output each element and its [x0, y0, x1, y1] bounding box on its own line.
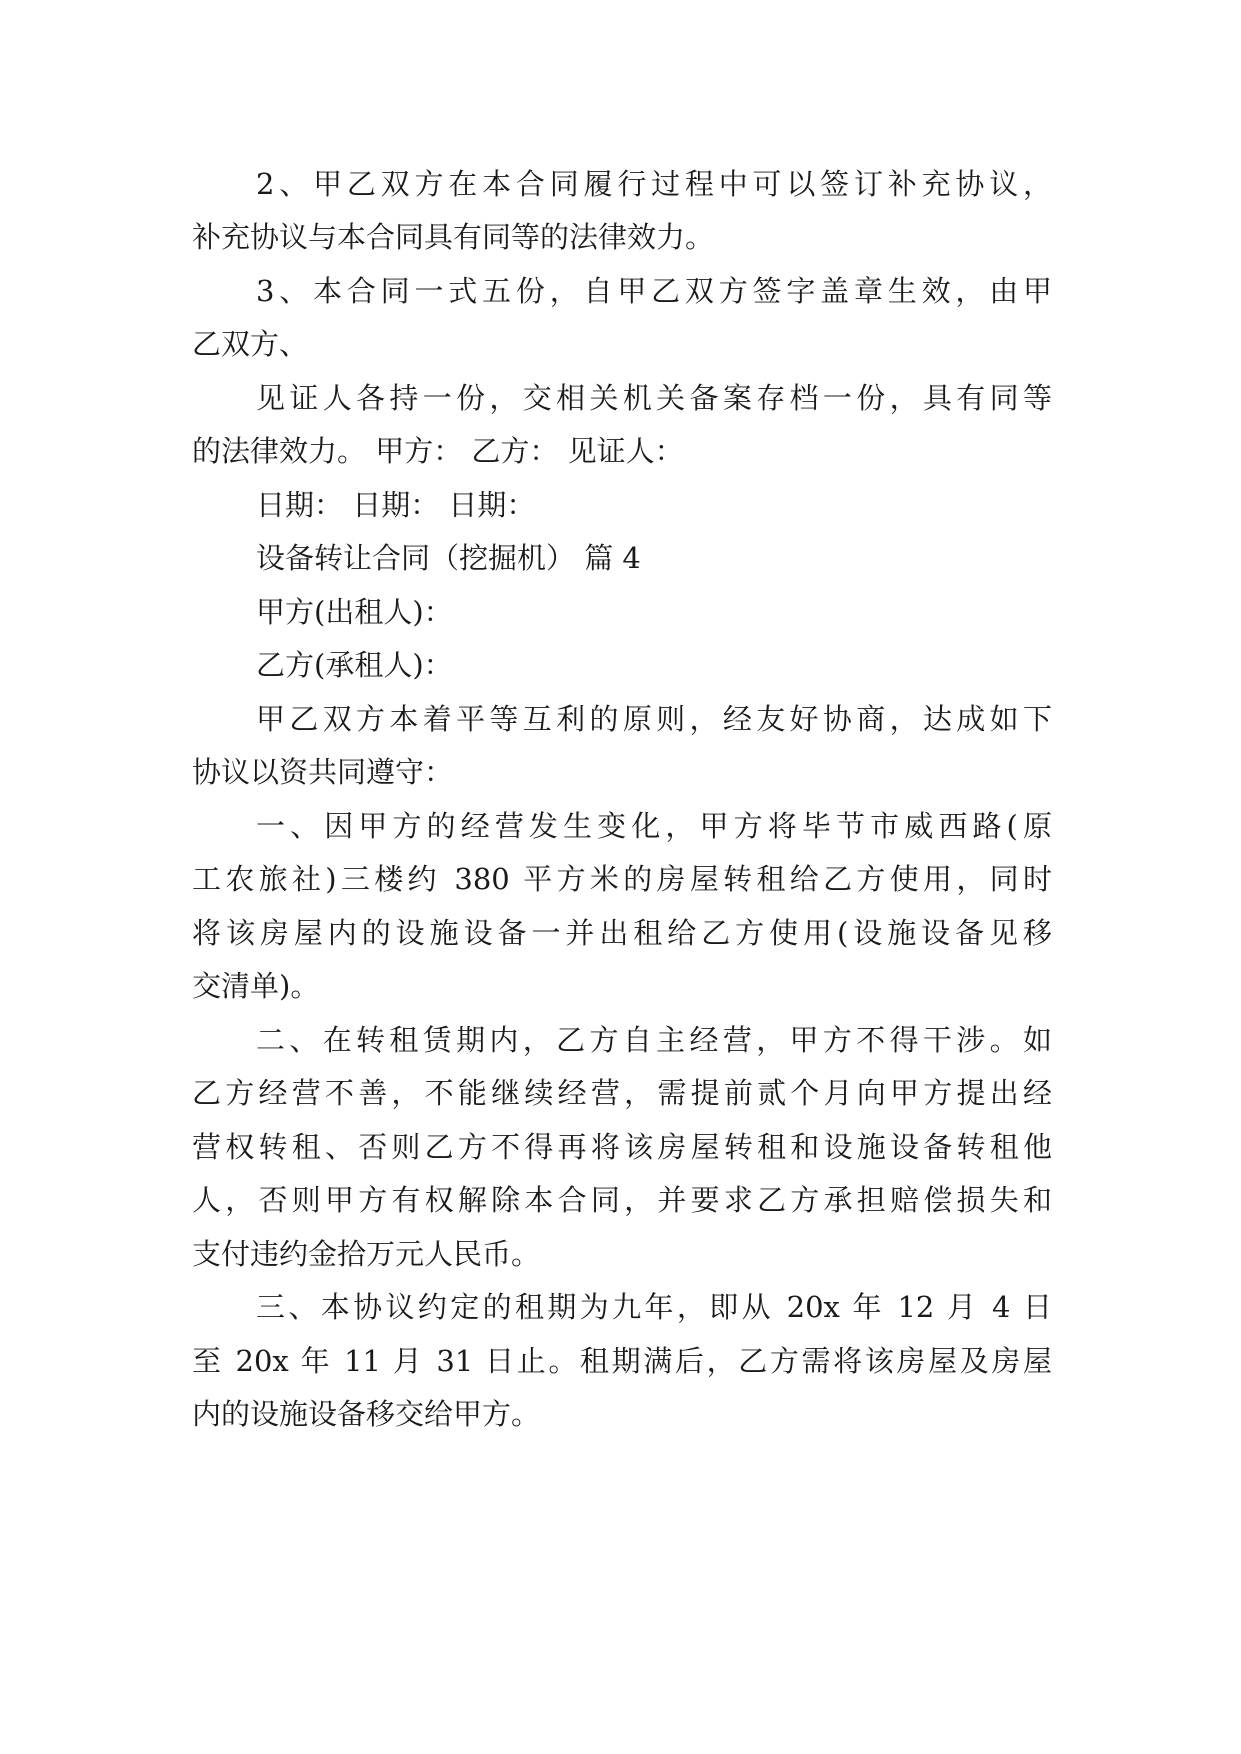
text-line: 工农旅社)三楼约 380 平方米的房屋转租给乙方使用，同时 [192, 862, 1052, 896]
text-line: 乙双方、 [192, 327, 309, 361]
section-heading: 设备转让合同（挖掘机） 篇 4 [256, 541, 641, 575]
text-line: 三、本协议约定的租期为九年，即从 20x 年 12 月 4 日 [256, 1290, 1052, 1324]
text-line: 协议以资共同遵守： [192, 755, 454, 789]
text-line: 乙方(承租人)： [256, 648, 453, 682]
text-line: 将该房屋内的设施设备一并出租给乙方使用(设施设备见移 [192, 916, 1052, 950]
text-line: 甲方(出租人)： [256, 595, 453, 629]
text-line: 支付违约金拾万元人民币。 [192, 1237, 541, 1271]
text-line: 见证人各持一份，交相关机关备案存档一份，具有同等 [256, 381, 1052, 415]
text-line: 补充协议与本合同具有同等的法律效力。 [192, 220, 715, 254]
text-line: 至 20x 年 11 月 31 日止。租期满后，乙方需将该房屋及房屋 [192, 1344, 1052, 1378]
text-line: 一、因甲方的经营发生变化，甲方将毕节市威西路(原 [256, 809, 1052, 843]
text-line: 2、甲乙双方在本合同履行过程中可以签订补充协议， [256, 167, 1052, 201]
text-line: 营权转租、否则乙方不得再将该房屋转租和设施设备转租他 [192, 1130, 1052, 1164]
text-line: 的法律效力。 甲方： 乙方： 见证人： [192, 434, 684, 468]
text-line: 内的设施设备移交给甲方。 [192, 1397, 541, 1431]
text-line: 人，否则甲方有权解除本合同，并要求乙方承担赔偿损失和 [192, 1183, 1052, 1217]
text-line: 乙方经营不善，不能继续经营，需提前贰个月向甲方提出经 [192, 1076, 1052, 1110]
text-line: 交清单)。 [192, 969, 320, 1003]
text-line: 甲乙双方本着平等互利的原则，经友好协商，达成如下 [256, 702, 1052, 736]
text-line: 3、本合同一式五份，自甲乙双方签字盖章生效，由甲 [256, 274, 1052, 308]
text-line: 二、在转租赁期内，乙方自主经营，甲方不得干涉。如 [256, 1023, 1052, 1057]
text-line: 日期： 日期： 日期： [256, 488, 536, 522]
